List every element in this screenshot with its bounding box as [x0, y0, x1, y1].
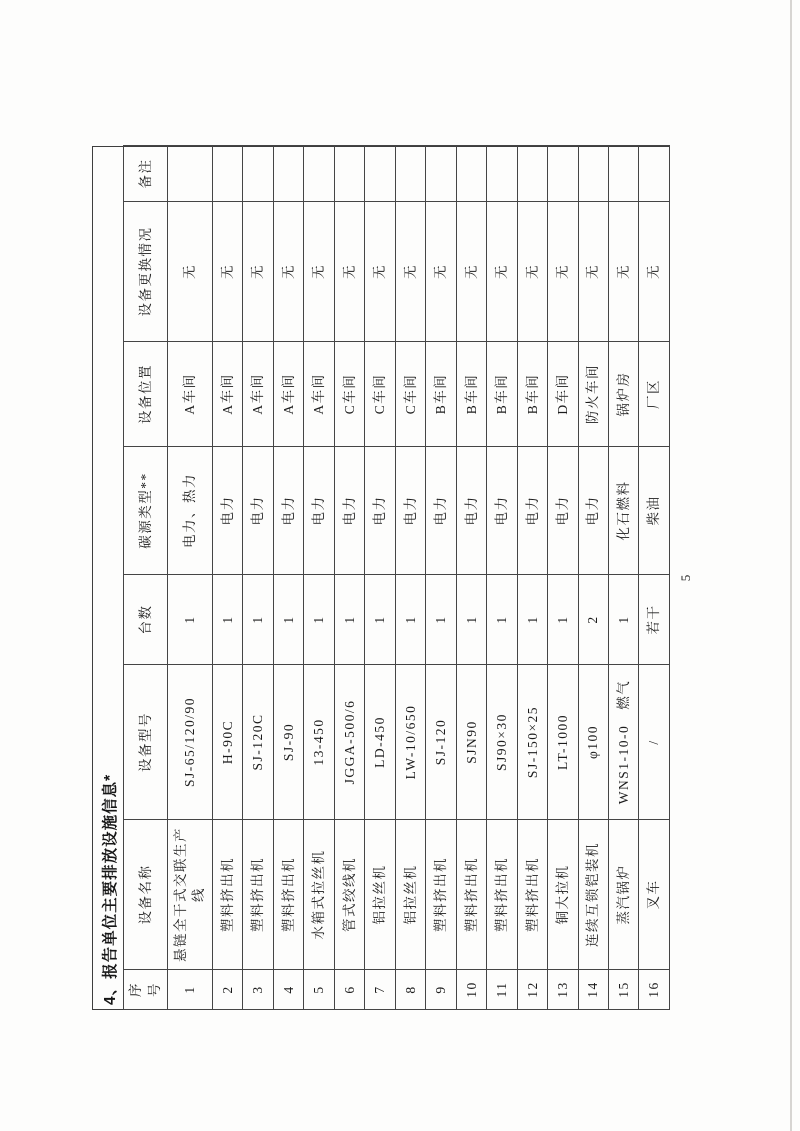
- table-cell: 防火车间: [578, 342, 608, 447]
- table-cell: [639, 146, 670, 202]
- table-row: [426, 146, 456, 1010]
- table-cell: B车间: [487, 342, 517, 447]
- table-cell: A车间: [243, 342, 273, 447]
- table-cell: [168, 146, 213, 202]
- table-cell: SJ-65/120/90: [168, 665, 213, 820]
- table-cell: 无: [548, 202, 578, 342]
- table-cell: 13-450: [304, 665, 334, 820]
- table-cell: SJ-150×25: [517, 665, 547, 820]
- table-cell: 2: [578, 575, 608, 665]
- table-cell: 电力: [273, 447, 303, 575]
- table-cell: B车间: [456, 342, 486, 447]
- table-cell: 电力: [304, 447, 334, 575]
- table-cell: LD-450: [365, 665, 395, 820]
- table-cell: D车间: [548, 342, 578, 447]
- table-cell: [456, 146, 486, 202]
- table-cell: A车间: [168, 342, 213, 447]
- table-cell: 铝拉丝机: [395, 820, 425, 970]
- table-cell: [304, 146, 334, 202]
- table-cell: 7: [365, 970, 395, 1010]
- table-cell: 14: [578, 970, 608, 1010]
- table-row: [395, 146, 425, 1010]
- table-cell: 1: [334, 575, 364, 665]
- table-cell: 塑料挤出机: [517, 820, 547, 970]
- table-cell: SJ90×30: [487, 665, 517, 820]
- table-cell: 1: [456, 575, 486, 665]
- table-cell: SJ-90: [273, 665, 303, 820]
- table-cell: 5: [304, 970, 334, 1010]
- table-cell: [609, 146, 639, 202]
- table-header-cell: 设备名称: [124, 820, 168, 970]
- table-row: [212, 146, 242, 1010]
- table-cell: [395, 146, 425, 202]
- table-cell: 16: [639, 970, 670, 1010]
- table-cell: [517, 146, 547, 202]
- table-cell: 1: [168, 970, 213, 1010]
- table-header-cell: 备注: [124, 146, 168, 202]
- table-cell: 锅炉房: [609, 342, 639, 447]
- table-cell: [243, 146, 273, 202]
- table-cell: 1: [487, 575, 517, 665]
- table-cell: 8: [395, 970, 425, 1010]
- rotated-sheet: [92, 146, 712, 1010]
- table-row: [609, 146, 639, 1010]
- table-cell: 无: [395, 202, 425, 342]
- table-cell: 塑料挤出机: [243, 820, 273, 970]
- table-cell: 若干: [639, 575, 670, 665]
- table-cell: 2: [212, 970, 242, 1010]
- table-cell: 1: [365, 575, 395, 665]
- table-cell: 管式绞线机: [334, 820, 364, 970]
- table-header-cell: 设备位置: [124, 342, 168, 447]
- table-cell: 6: [334, 970, 364, 1010]
- table-header-row: [124, 146, 168, 1010]
- table-cell: 塑料挤出机: [273, 820, 303, 970]
- table-cell: 电力: [365, 447, 395, 575]
- equipment-table: [123, 145, 670, 1010]
- table-cell: 电力: [395, 447, 425, 575]
- table-cell: 11: [487, 970, 517, 1010]
- table-cell: 悬链全干式交联生产线: [168, 820, 213, 970]
- table-cell: 无: [334, 202, 364, 342]
- table-cell: 3: [243, 970, 273, 1010]
- table-cell: 1: [395, 575, 425, 665]
- page-number: 5: [678, 574, 693, 582]
- table-cell: 1: [304, 575, 334, 665]
- table-cell: 13: [548, 970, 578, 1010]
- table-cell: 铝拉丝机: [365, 820, 395, 970]
- table-cell: 9: [426, 970, 456, 1010]
- table-cell: 1: [212, 575, 242, 665]
- table-cell: 无: [304, 202, 334, 342]
- table-cell: 电力: [578, 447, 608, 575]
- table-cell: 叉车: [639, 820, 670, 970]
- table-cell: 电力: [426, 447, 456, 575]
- table-cell: φ100: [578, 665, 608, 820]
- table-row: [334, 146, 364, 1010]
- table-cell: 1: [426, 575, 456, 665]
- table-header-cell: 碳源类型**: [124, 447, 168, 575]
- table-cell: A车间: [304, 342, 334, 447]
- table-cell: 厂区: [639, 342, 670, 447]
- table-cell: [578, 146, 608, 202]
- table-cell: JGGA-500/6: [334, 665, 364, 820]
- table-cell: 电力: [548, 447, 578, 575]
- table-cell: 铜大拉机: [548, 820, 578, 970]
- table-cell: 无: [365, 202, 395, 342]
- table-cell: 电力: [456, 447, 486, 575]
- table-cell: 电力: [517, 447, 547, 575]
- table-cell: [212, 146, 242, 202]
- table-cell: 塑料挤出机: [487, 820, 517, 970]
- table-cell: 12: [517, 970, 547, 1010]
- table-cell: [426, 146, 456, 202]
- table-header-cell: 设备更换情况: [124, 202, 168, 342]
- table-cell: 无: [517, 202, 547, 342]
- table-cell: 无: [578, 202, 608, 342]
- table-cell: B车间: [517, 342, 547, 447]
- table-cell: 电力: [243, 447, 273, 575]
- table-cell: 1: [243, 575, 273, 665]
- table-cell: 电力: [212, 447, 242, 575]
- table-cell: 15: [609, 970, 639, 1010]
- table-cell: [273, 146, 303, 202]
- table-cell: 无: [456, 202, 486, 342]
- table-cell: [365, 146, 395, 202]
- table-cell: 柴油: [639, 447, 670, 575]
- table-row: [273, 146, 303, 1010]
- table-cell: 塑料挤出机: [456, 820, 486, 970]
- table-cell: A车间: [212, 342, 242, 447]
- table-cell: 1: [168, 575, 213, 665]
- table-cell: /: [639, 665, 670, 820]
- table-row: [304, 146, 334, 1010]
- table-cell: C车间: [395, 342, 425, 447]
- table-cell: 电力: [334, 447, 364, 575]
- table-cell: 无: [273, 202, 303, 342]
- table-header-label: 序号: [128, 982, 162, 998]
- table-cell: 无: [609, 202, 639, 342]
- table-cell: 1: [609, 575, 639, 665]
- table-cell: 塑料挤出机: [212, 820, 242, 970]
- table-cell: 无: [426, 202, 456, 342]
- table-cell: SJ-120C: [243, 665, 273, 820]
- table-cell: 化石燃料: [609, 447, 639, 575]
- table-cell: 1: [273, 575, 303, 665]
- table-cell: 无: [243, 202, 273, 342]
- table-cell: [334, 146, 364, 202]
- table-cell: 塑料挤出机: [426, 820, 456, 970]
- table-cell: 1: [548, 575, 578, 665]
- table-cell: LT-1000: [548, 665, 578, 820]
- scan-edge-line: [790, 0, 792, 1131]
- table-header-cell: 设备型号: [124, 665, 168, 820]
- table-cell: 10: [456, 970, 486, 1010]
- table-cell: 电力、热力: [168, 447, 213, 575]
- table-cell: WNS1-10-0 燃气: [609, 665, 639, 820]
- table-row: [487, 146, 517, 1010]
- table-row: [548, 146, 578, 1010]
- table-cell: 电力: [487, 447, 517, 575]
- table-row: [456, 146, 486, 1010]
- table-cell: A车间: [273, 342, 303, 447]
- table-header-cell: [124, 970, 168, 1010]
- table-header-cell: 台数: [124, 575, 168, 665]
- table-cell: 蒸汽锅炉: [609, 820, 639, 970]
- table-cell: 连续互锁铠装机: [578, 820, 608, 970]
- table-cell: [487, 146, 517, 202]
- table-cell: [548, 146, 578, 202]
- table-cell: 无: [639, 202, 670, 342]
- table-row: [243, 146, 273, 1010]
- table-cell: LW-10/650: [395, 665, 425, 820]
- table-cell: C车间: [365, 342, 395, 447]
- table-cell: 1: [517, 575, 547, 665]
- table-cell: 无: [487, 202, 517, 342]
- table-cell: SJN90: [456, 665, 486, 820]
- table-row: [517, 146, 547, 1010]
- section-title: 4、报告单位主要排放设施信息*: [102, 773, 119, 1005]
- table-cell: B车间: [426, 342, 456, 447]
- table-cell: 水箱式拉丝机: [304, 820, 334, 970]
- table-cell: 无: [212, 202, 242, 342]
- table-cell: C车间: [334, 342, 364, 447]
- table-cell: H-90C: [212, 665, 242, 820]
- table-cell: 4: [273, 970, 303, 1010]
- table-cell: 无: [168, 202, 213, 342]
- table-row: [639, 146, 670, 1010]
- table-row: [578, 146, 608, 1010]
- table-row: [365, 146, 395, 1010]
- table-cell: SJ-120: [426, 665, 456, 820]
- table-row: [168, 146, 213, 1010]
